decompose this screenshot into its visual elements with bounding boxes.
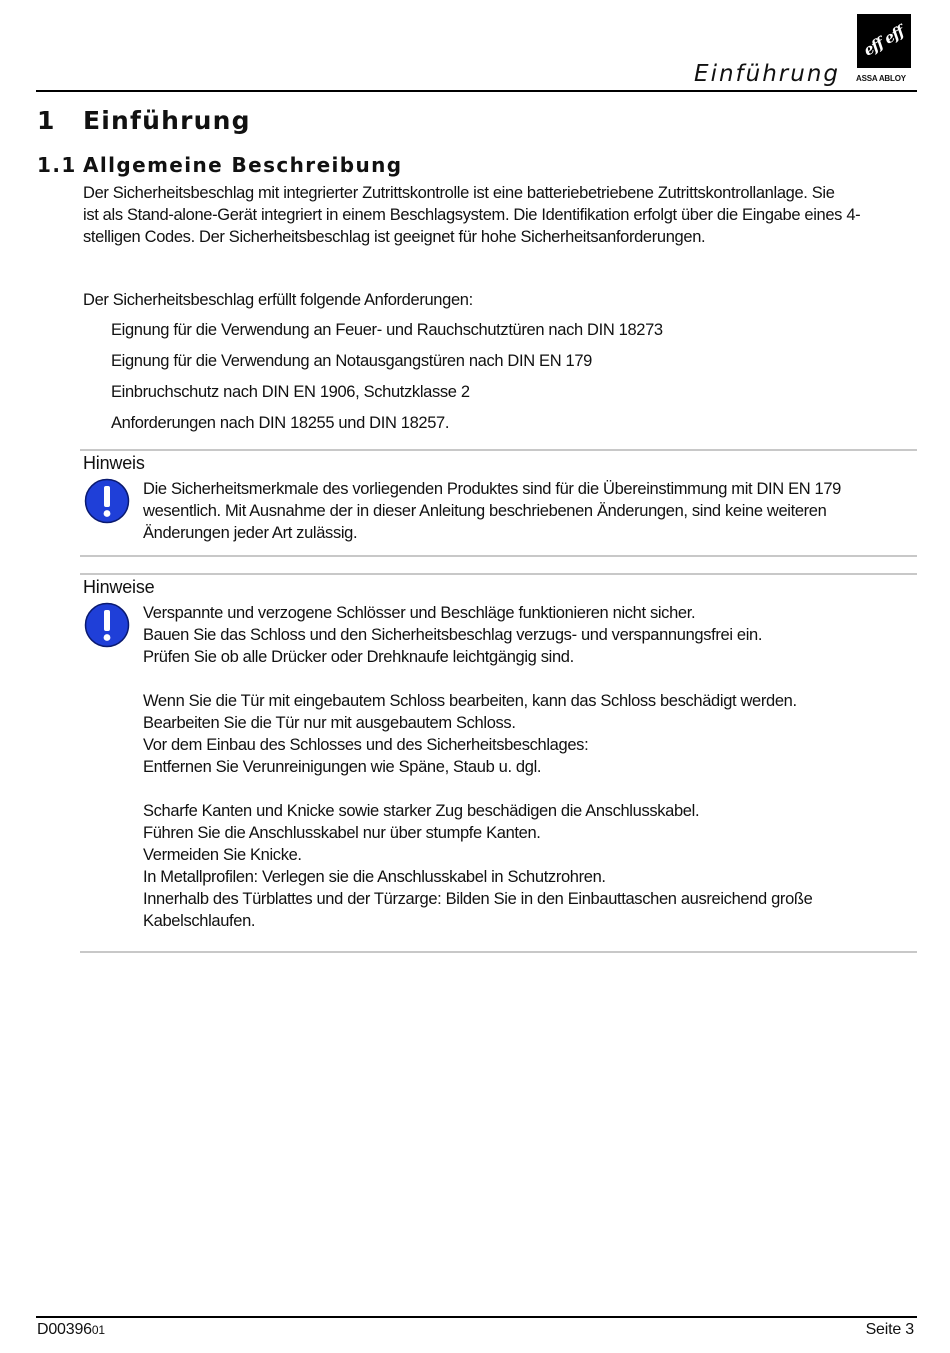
document-id (37, 1321, 105, 1339)
note1-line: Änderungen jeder Art zulässig. (143, 524, 358, 542)
page-number: Seite 3 (865, 1321, 914, 1338)
note2-line: Scharfe Kanten und Knicke sowie starker Zug beschädigen die Anschlusskabel. (143, 802, 700, 820)
note2-line: Bauen Sie das Schloss und den Sicherheitsbeschlag verzugs- und verspannungsfrei ein. (143, 626, 763, 644)
exclamation-icon (84, 602, 130, 648)
exclamation-icon (84, 478, 130, 524)
note2-label: Hinweise (83, 577, 155, 597)
note2-top-rule (80, 573, 917, 575)
requirement-item: Einbruchschutz nach DIN EN 1906, Schutzklasse 2 (111, 383, 470, 401)
document-id-suffix: 01 (91, 1323, 105, 1337)
note1-line: wesentlich. Mit Ausnahme der in dieser Anleitung beschriebenen Änderungen, sind keine weiteren (143, 502, 827, 520)
note2-line: Wenn Sie die Tür mit eingebautem Schloss bearbeiten, kann das Schloss beschädigt werden. (143, 692, 797, 710)
chapter-number: 1 (37, 106, 56, 135)
note1-text (143, 478, 913, 544)
chapter-title: Einführung (83, 106, 251, 135)
note1-line: Die Sicherheitsmerkmale des vorliegenden Produktes sind für die Übereinstimmung mit DIN EN 179 (143, 480, 842, 498)
note1-label: Hinweis (83, 453, 145, 473)
section-number: 1.1 (37, 153, 77, 177)
document-id-main: D00396 (37, 1321, 92, 1338)
chapter-heading (37, 106, 251, 135)
note2-line: Prüfen Sie ob alle Drücker oder Drehknaufe leichtgängig sind. (143, 648, 574, 666)
note1-bottom-rule (80, 555, 917, 557)
footer-rule (36, 1316, 917, 1318)
requirement-item: Eignung für die Verwendung an Feuer- und Rauchschutztüren nach DIN 18273 (111, 321, 663, 339)
requirements-intro: Der Sicherheitsbeschlag erfüllt folgende Anforderungen: (83, 291, 473, 309)
requirements-list (111, 319, 911, 443)
note2-line: Innerhalb des Türblattes und der Türzarge: Bilden Sie in den Einbauttaschen ausreichend große (143, 890, 813, 908)
note2-bottom-rule (80, 951, 917, 953)
note2-line: Verspannte und verzogene Schlösser und Beschläge funktionieren nicht sicher. (143, 604, 696, 622)
section-heading (37, 153, 403, 177)
header-rule (36, 90, 917, 92)
brand-label: ASSA ABLOY (856, 74, 906, 83)
note1-top-rule (80, 449, 917, 451)
note2-line: In Metallprofilen: Verlegen sie die Anschlusskabel in Schutzrohren. (143, 868, 606, 886)
intro-line: stelligen Codes. Der Sicherheitsbeschlag ist geeignet für hohe Sicherheitsanforderungen. (83, 228, 706, 246)
note2-line: Bearbeiten Sie die Tür nur mit ausgebautem Schloss. (143, 714, 516, 732)
note2-line: Vermeiden Sie Knicke. (143, 846, 302, 864)
note2-line: Führen Sie die Anschlusskabel nur über stumpfe Kanten. (143, 824, 541, 842)
intro-line: Der Sicherheitsbeschlag mit integrierter Zutrittskontrolle ist eine batteriebetriebene Zutrittskontrollanlage. Sie (83, 184, 835, 202)
requirement-item: Eignung für die Verwendung an Notausgangstüren nach DIN EN 179 (111, 352, 592, 370)
running-header-title: Einführung (694, 61, 840, 87)
intro-paragraph (83, 182, 913, 248)
note2-line: Kabelschlaufen. (143, 912, 256, 930)
requirement-item: Anforderungen nach DIN 18255 und DIN 18257. (111, 414, 450, 432)
note2-line: Entfernen Sie Verunreinigungen wie Späne, Staub u. dgl. (143, 758, 542, 776)
section-title: Allgemeine Beschreibung (83, 153, 403, 177)
logo-mark: eff eff (860, 22, 908, 60)
note2-line: Vor dem Einbau des Schlosses und des Sicherheitsbeschlages: (143, 736, 589, 754)
eff-eff-logo (857, 14, 911, 68)
note2-text (143, 602, 913, 932)
note2-spacer (143, 668, 913, 690)
intro-line: ist als Stand-alone-Gerät integriert in einem Beschlagsystem. Die Identifikation erfolgt über die Eingabe eines 4- (83, 206, 861, 224)
note2-spacer (143, 778, 913, 800)
